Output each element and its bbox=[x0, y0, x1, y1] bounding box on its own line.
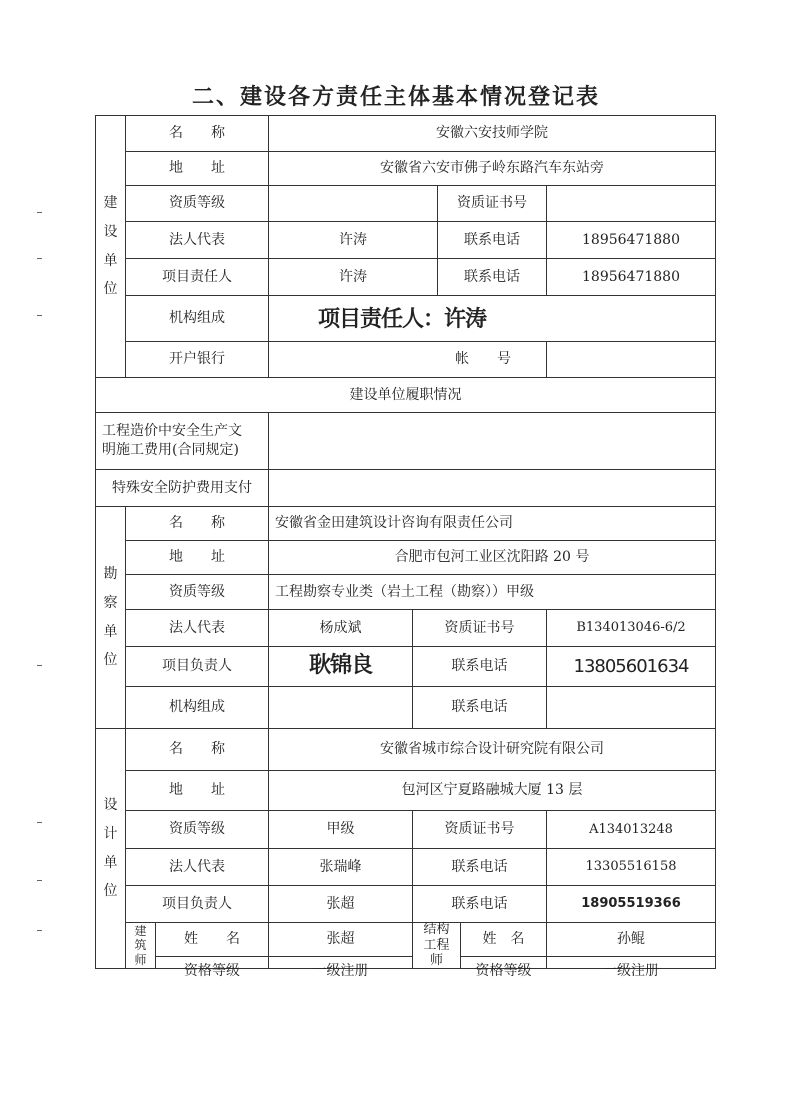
design-address-label: 地 址 bbox=[169, 782, 225, 799]
binding-mark bbox=[37, 315, 42, 316]
structural-name-label: 姓 名 bbox=[482, 931, 525, 948]
construction-unit-label: 建 设 单 位 bbox=[103, 194, 118, 298]
construction-org-handwritten: 项目责任人：许涛 bbox=[318, 306, 487, 332]
architect-grade-label: 资格等级 bbox=[184, 963, 240, 979]
binding-mark bbox=[37, 212, 42, 213]
construction-qualification-label: 资质等级 bbox=[169, 195, 225, 212]
construction-name-label: 名 称 bbox=[169, 125, 225, 142]
design-cert-label: 资质证书号 bbox=[444, 821, 515, 838]
construction-account-label: 帐 号 bbox=[455, 351, 511, 368]
survey-qualification-value: 工程勘察专业类（岩土工程（勘察））甲级 bbox=[275, 583, 534, 600]
design-cert-value: A134013248 bbox=[589, 821, 673, 837]
design-qualification-label: 资质等级 bbox=[169, 821, 225, 838]
construction-cert-value bbox=[547, 186, 715, 221]
design-name-value: 安徽省城市综合设计研究院有限公司 bbox=[380, 741, 604, 758]
binding-mark bbox=[37, 822, 42, 823]
survey-unit-label: 勘 察 单 位 bbox=[103, 565, 118, 669]
survey-legal-rep-value: 杨成斌 bbox=[319, 619, 362, 636]
survey-pm-phone-handwritten: 13805601634 bbox=[573, 655, 689, 677]
binding-mark bbox=[37, 665, 42, 666]
design-address-value: 包河区宁夏路融城大厦 13 层 bbox=[401, 782, 583, 799]
construction-pm-label: 项目责任人 bbox=[162, 268, 232, 285]
structural-name-value: 孙鲲 bbox=[617, 931, 645, 948]
architect-label: 建 筑 师 bbox=[134, 923, 147, 967]
design-pm-value: 张超 bbox=[326, 895, 355, 912]
survey-qualification-label: 资质等级 bbox=[169, 583, 225, 600]
survey-name-label: 名 称 bbox=[169, 515, 225, 532]
structural-grade-value: 一级注册 bbox=[603, 963, 659, 979]
survey-address-label: 地 址 bbox=[169, 549, 225, 566]
design-name-label: 名 称 bbox=[169, 741, 225, 758]
binding-mark bbox=[37, 258, 42, 259]
page-title: 二、建设各方责任主体基本情况登记表 bbox=[191, 85, 600, 110]
safety-cost-label: 工程造价中安全生产文 明施工费用(合同规定) bbox=[102, 423, 242, 458]
construction-name-value: 安徽六安技师学院 bbox=[436, 125, 548, 142]
construction-address-value: 安徽省六安市佛子岭东路汽车东站旁 bbox=[380, 160, 604, 177]
construction-legal-rep-value: 许涛 bbox=[339, 231, 367, 248]
architect-name-value: 张超 bbox=[326, 931, 355, 948]
survey-legal-rep-label: 法人代表 bbox=[169, 619, 225, 636]
survey-org-label: 机构组成 bbox=[169, 699, 225, 716]
special-cost-value bbox=[269, 470, 715, 506]
construction-pm-phone-label: 联系电话 bbox=[464, 268, 520, 285]
design-pm-label: 项目负责人 bbox=[162, 895, 232, 912]
construction-bank-value bbox=[269, 342, 419, 377]
survey-cert-value: B134013046-6/2 bbox=[576, 620, 686, 636]
binding-mark bbox=[37, 880, 42, 881]
design-unit-label: 设 计 单 位 bbox=[103, 796, 118, 900]
design-pm-phone-label: 联系电话 bbox=[451, 895, 508, 912]
structural-grade-label: 资格等级 bbox=[475, 963, 532, 979]
survey-org-value bbox=[269, 687, 412, 728]
survey-org-phone-label: 联系电话 bbox=[451, 699, 508, 716]
performance-header: 建设单位履职情况 bbox=[349, 386, 462, 403]
construction-cert-label: 资质证书号 bbox=[457, 195, 527, 212]
construction-legal-phone-label: 联系电话 bbox=[464, 231, 520, 248]
survey-cert-label: 资质证书号 bbox=[444, 619, 515, 636]
construction-pm-value: 许涛 bbox=[339, 268, 367, 285]
survey-address-value: 合肥市包河工业区沈阳路 20 号 bbox=[394, 549, 590, 566]
safety-cost-value bbox=[269, 413, 715, 469]
design-legal-rep-value: 张瑞峰 bbox=[319, 858, 362, 875]
design-legal-phone-value: 13305516158 bbox=[585, 859, 677, 875]
architect-name-label: 姓 名 bbox=[184, 931, 240, 948]
construction-pm-phone-value: 18956471880 bbox=[582, 268, 680, 285]
construction-legal-phone-value: 18956471880 bbox=[582, 231, 680, 248]
construction-account-value bbox=[547, 342, 715, 377]
construction-legal-rep-label: 法人代表 bbox=[169, 231, 225, 248]
design-legal-rep-label: 法人代表 bbox=[169, 858, 225, 875]
survey-pm-handwritten: 耿锦良 bbox=[308, 653, 372, 679]
construction-org-label: 机构组成 bbox=[169, 310, 225, 327]
survey-pm-label: 项目负责人 bbox=[162, 658, 232, 675]
construction-address-label: 地 址 bbox=[169, 160, 225, 177]
survey-org-phone-value bbox=[547, 687, 715, 728]
construction-qualification-value bbox=[269, 186, 437, 221]
architect-grade-value: 一级注册 bbox=[312, 963, 369, 979]
survey-pm-phone-label: 联系电话 bbox=[451, 658, 508, 675]
construction-bank-label: 开户银行 bbox=[169, 351, 225, 368]
structural-engineer-label: 结构 工程 师 bbox=[423, 922, 450, 969]
special-cost-label: 特殊安全防护费用支付 bbox=[112, 479, 252, 496]
design-legal-phone-label: 联系电话 bbox=[451, 858, 508, 875]
binding-mark bbox=[37, 930, 42, 931]
design-pm-phone-value: 18905519366 bbox=[581, 896, 681, 912]
survey-name-value: 安徽省金田建筑设计咨询有限责任公司 bbox=[275, 515, 513, 532]
design-qualification-value: 甲级 bbox=[326, 821, 355, 838]
